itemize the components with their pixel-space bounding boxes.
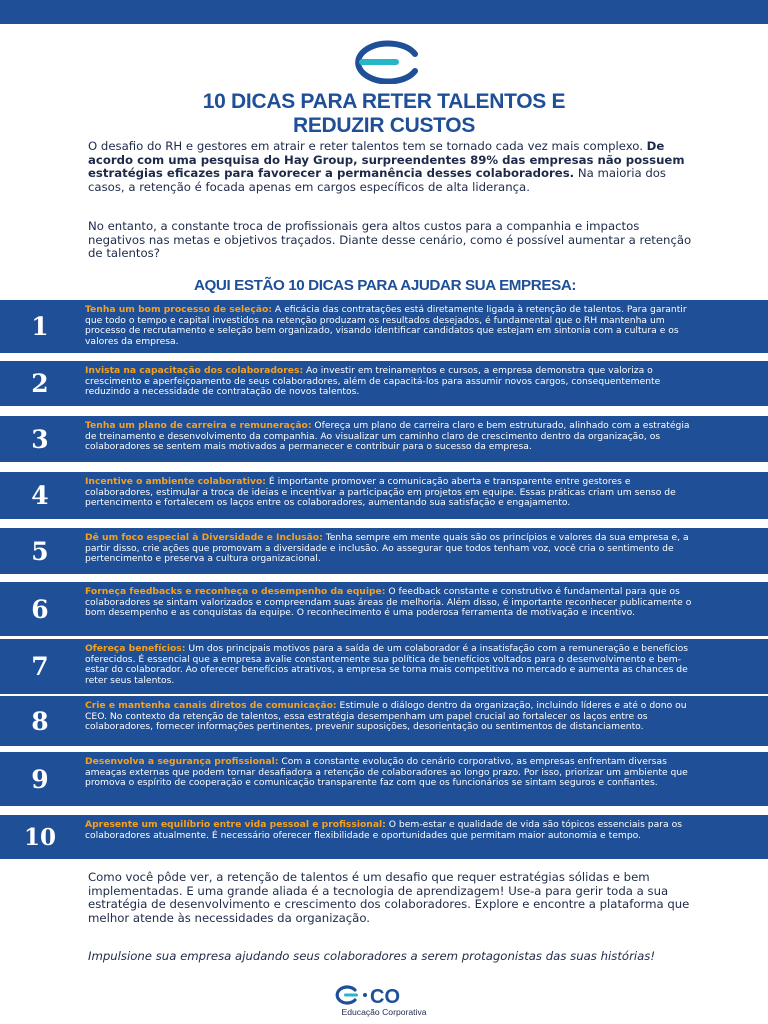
tip-text xyxy=(85,366,695,398)
tip-body: Com a constante evolução do cenário corporativo, as empresas enfrentam diversas ameaças externas que podem tornar desafiadora a retenção de colaboradores ao longo prazo. Por isso, priorizar um ambiente que promova o espírito de cooperação e comunicação transparente faz com que os funcionários se sintam seguros e confiantes. xyxy=(85,756,688,789)
tip-number: 9 xyxy=(31,764,49,794)
tip-number: 8 xyxy=(31,706,49,736)
tip-body: Ofereça um plano de carreira claro e bem estruturado, alinhado com a estratégia de treinamento e desenvolvimento da companhia. Ao visualizar um caminho claro de crescimento dentro da organização, os colaboradores se sentem mais motivados a permanecer e contribuir para o sucesso da empresa. xyxy=(85,420,690,453)
tip-body: O feedback constante e construtivo é fundamental para que os colaboradores se sintam valorizados e compreendam suas áreas de melhoria. Além disso, é importante reconhecer publicamente o bom desempenho e as conquistas da equipe. O reconhecimento é uma poderosa ferramenta de motivação e incentivo. xyxy=(85,586,692,619)
top-bar xyxy=(0,0,768,24)
tip-text xyxy=(85,533,695,565)
tip-body: O bem-estar e qualidade de vida são tópicos essenciais para os colaboradores atualmente. É necessário oferecer flexibilidade e oportunidades que permitam maior autonomia e tempo. xyxy=(85,819,682,841)
tip-number: 6 xyxy=(31,594,49,624)
closing-text: Impulsione sua empresa ajudando seus colaboradores a serem protagonistas das suas histórias! xyxy=(88,949,656,963)
footer-logo-letters: CO xyxy=(370,986,400,1006)
eco-logo-icon xyxy=(345,40,423,84)
tip-text xyxy=(85,644,695,686)
footer-tagline: Educação Corporativa xyxy=(341,1007,427,1017)
tip-text xyxy=(85,587,695,619)
outro-paragraph: Como você pôde ver, a retenção de talentos é um desafio que requer estratégias sólidas e bem implementadas. E uma grande aliada é a tecnologia de aprendizagem! Use-a para gerir toda a sua estratégia de desenvolvimento e crescimento dos colaboradores. Explore e encontre a plataforma que melhor atende às necessidades da organização. xyxy=(88,870,690,925)
tip-number: 2 xyxy=(31,369,49,398)
tip-heading: Incentive o ambiente colaborativo: xyxy=(85,476,266,487)
tip-8 xyxy=(0,696,768,746)
tip-heading: Apresente um equilíbrio entre vida pessoal e profissional: xyxy=(85,819,386,830)
tip-6 xyxy=(0,582,768,636)
page-title xyxy=(60,90,708,138)
tip-heading: Tenha um bom processo de seleção: xyxy=(85,304,272,315)
tip-heading: Tenha um plano de carreira e remuneração: xyxy=(85,420,312,431)
tip-number: 5 xyxy=(31,536,49,566)
tip-number: 1 xyxy=(31,312,49,341)
tip-9 xyxy=(0,752,768,806)
tip-heading: Forneça feedbacks e reconheça o desempenho da equipe: xyxy=(85,586,386,597)
tip-2 xyxy=(0,361,768,406)
tip-text xyxy=(85,477,695,509)
intro-paragraph-2: No entanto, a constante troca de profissionais gera altos custos para a companhia e impactos negativos nas metas e objetivos traçados. Diante desse cenário, como é possível aumentar a retenção de talentos? xyxy=(88,219,692,261)
title-line-2: REDUZIR CUSTOS xyxy=(292,114,476,137)
intro-text-1: O desafio do RH e gestores em atrair e reter talentos tem se tornado cada vez mais complexo. xyxy=(88,139,647,153)
tip-text xyxy=(85,701,695,733)
intro-paragraph-1 xyxy=(88,140,700,194)
tip-number: 10 xyxy=(23,823,56,851)
tip-3 xyxy=(0,416,768,462)
tip-text xyxy=(85,757,695,789)
section-subtitle: AQUI ESTÃO 10 DICAS PARA AJUDAR SUA EMPRESA: xyxy=(193,277,577,294)
tip-7 xyxy=(0,639,768,694)
tip-heading: Crie e mantenha canais diretos de comunicação: xyxy=(85,700,337,711)
tip-heading: Dê um foco especial à Diversidade e Inclusão: xyxy=(85,532,323,543)
tip-number: 4 xyxy=(31,481,49,510)
tip-body: É importante promover a comunicação aberta e transparente entre gestores e colaboradores, estimular a troca de ideias e incentivar a participação em projetos em equipe. Essas práticas criam um senso de pertencimento e fortalecem os laços entre os colaboradores, aumentando sua satisfação e engajamento. xyxy=(85,476,676,509)
intro-highlight: De acordo com uma pesquisa do Hay Group, surpreendentes 89% das empresas não possuem estratégias eficazes para favorecer a permanência desses colaboradores. xyxy=(88,139,685,181)
tip-text xyxy=(85,305,695,347)
tip-number: 7 xyxy=(31,652,49,681)
tip-body: Estimule o diálogo dentro da organização, incluindo líderes e até o dono ou CEO. No contexto da retenção de talentos, essa estratégia desempenham um papel crucial ao fortalecer os laços entre os colaboradores, fornecer informações pertinentes, prevenir suposições, desorientação ou sentimentos de distanciamento. xyxy=(85,700,687,733)
tip-number: 3 xyxy=(31,424,49,454)
intro-text-2: Na maioria dos casos, a retenção é focada apenas em cargos específicos de alta liderança. xyxy=(88,166,666,194)
tip-body: Ao investir em treinamentos e cursos, a empresa demonstra que valoriza o crescimento e aperfeiçoamento de seus colaboradores, além de capacitá-los para assumir novos cargos, consequentemente reduzindo a necessidade de contratação de novos talentos. xyxy=(85,365,661,398)
tip-body: Um dos principais motivos para a saída de um colaborador é a insatisfação com a remuneração e benefícios oferecidos. É essencial que a empresa avalie constantemente sua política de benefícios voltados para o desenvolvimento e bem-estar do colaborador. Ao oferecer benefícios atrativos, a empresa se torna mais competitiva no mercado e aumenta as chances de reter seus talentos. xyxy=(85,643,689,686)
tip-heading: Ofereça benefícios: xyxy=(85,643,186,654)
tip-body: A eficácia das contratações está diretamente ligada à retenção de talentos. Para garantir que todo o tempo e capital investidos na retenção produzam os resultados desejados, é fundamental que o RH mantenha um processo de recrutamento e seleção bem organizado, visando identificar candidatos que estejam em sintonia com a cultura e os valores da empresa. xyxy=(85,304,687,347)
tip-heading: Desenvolva a segurança profissional: xyxy=(85,756,279,767)
tip-10 xyxy=(0,815,768,859)
tip-5 xyxy=(0,528,768,574)
tip-4 xyxy=(0,472,768,519)
eco-footer-logo xyxy=(326,984,442,1006)
tip-text xyxy=(85,421,695,453)
tip-1 xyxy=(0,300,768,353)
tip-text xyxy=(85,820,695,841)
tip-heading: Invista na capacitação dos colaboradores: xyxy=(85,365,304,376)
tip-body: Tenha sempre em mente quais são os princípios e valores da sua empresa e, a partir disso, crie ações que promovam a diversidade e inclusão. Ao assegurar que todos tenham voz, você cria o sentimento de pertencimento e preserva a cultura organizacional. xyxy=(85,532,689,565)
title-line-1: 10 DICAS PARA RETER TALENTOS E xyxy=(202,90,566,113)
